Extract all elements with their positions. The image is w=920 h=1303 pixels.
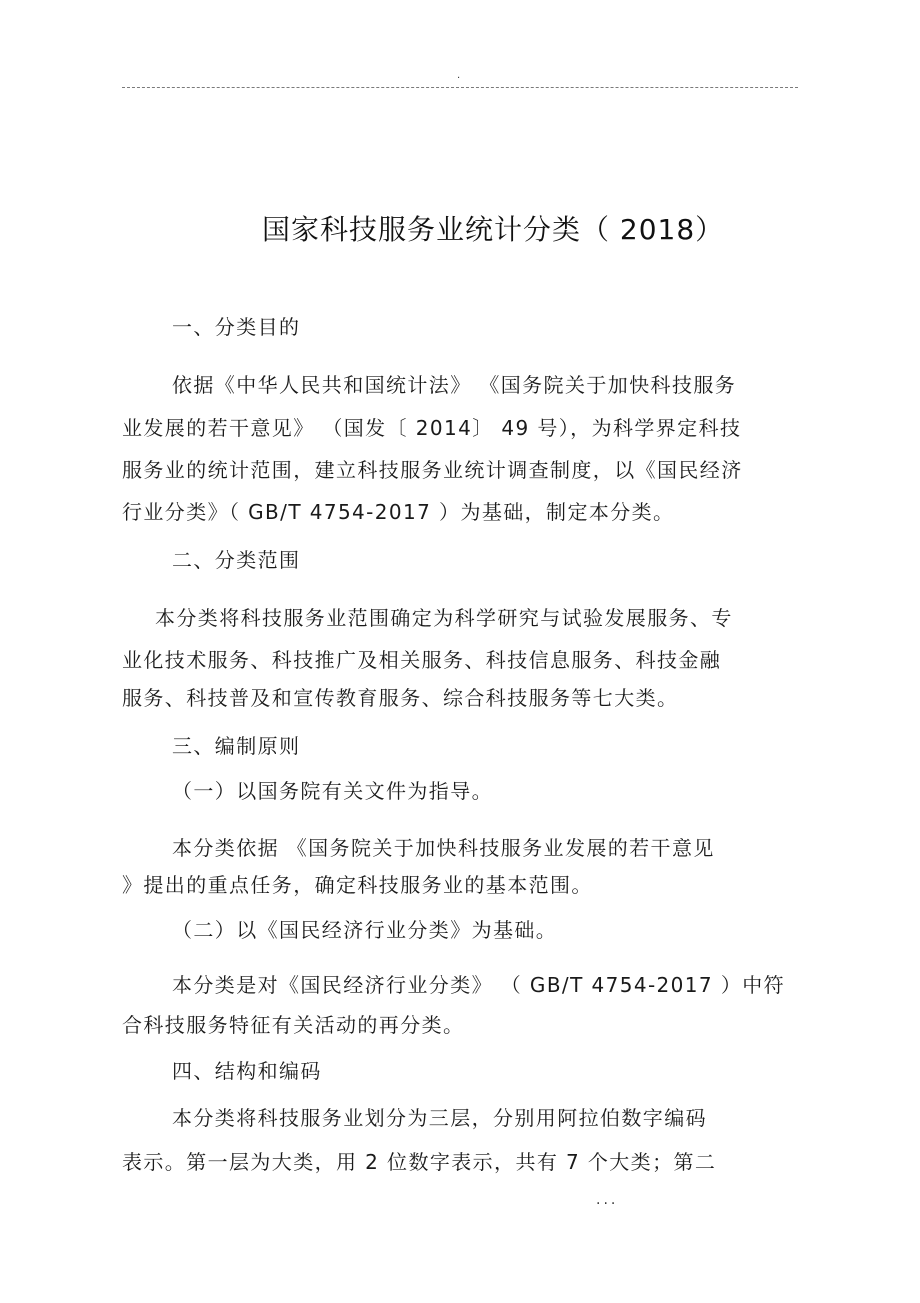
paragraph-line: 服务、科技普及和宣传教育服务、综合科技服务等七大类。	[122, 686, 679, 710]
paragraph-line: 业化技术服务、科技推广及相关服务、科技信息服务、科技金融	[122, 648, 722, 672]
paragraph-line: 》提出的重点任务，确定科技服务业的基本范围。	[122, 873, 593, 897]
section-heading-structure: 四、结构和编码	[172, 1059, 322, 1083]
paragraph-line: 业发展的若干意见》 （国发〔 2014〕 49 号），为科学界定科技	[122, 416, 742, 440]
continuation-ellipsis: ...	[596, 1192, 619, 1208]
paragraph-line: 合科技服务特征有关活动的再分类。	[122, 1013, 465, 1037]
document-title: 国家科技服务业统计分类（ 2018）	[262, 213, 725, 246]
paragraph-line: 本分类将科技服务业范围确定为科学研究与试验发展服务、专	[155, 606, 733, 630]
paragraph-line: 本分类将科技服务业划分为三层，分别用阿拉伯数字编码	[172, 1106, 707, 1130]
section-heading-purpose: 一、分类目的	[172, 315, 301, 339]
paragraph-line: 表示。第一层为大类，用 2 位数字表示，共有 7 个大类；第二	[122, 1150, 717, 1174]
subsection-heading: （一）以国务院有关文件为指导。	[172, 779, 493, 803]
header-dot: .	[457, 70, 461, 81]
header-rule	[122, 87, 798, 88]
paragraph-line: 服务业的统计范围，建立科技服务业统计调查制度，以《国民经济	[122, 458, 743, 482]
subsection-heading: （二）以《国民经济行业分类》为基础。	[172, 918, 558, 942]
section-heading-principles: 三、编制原则	[172, 734, 301, 758]
paragraph-line: 依据《中华人民共和国统计法》 《国务院关于加快科技服务	[172, 373, 737, 397]
section-heading-scope: 二、分类范围	[172, 548, 301, 572]
paragraph-line: 本分类是对《国民经济行业分类》 （ GB/T 4754-2017 ）中符	[172, 973, 786, 997]
paragraph-line: 行业分类》（ GB/T 4754-2017 ）为基础，制定本分类。	[122, 500, 675, 524]
paragraph-line: 本分类依据 《国务院关于加快科技服务业发展的若干意见	[172, 836, 715, 860]
